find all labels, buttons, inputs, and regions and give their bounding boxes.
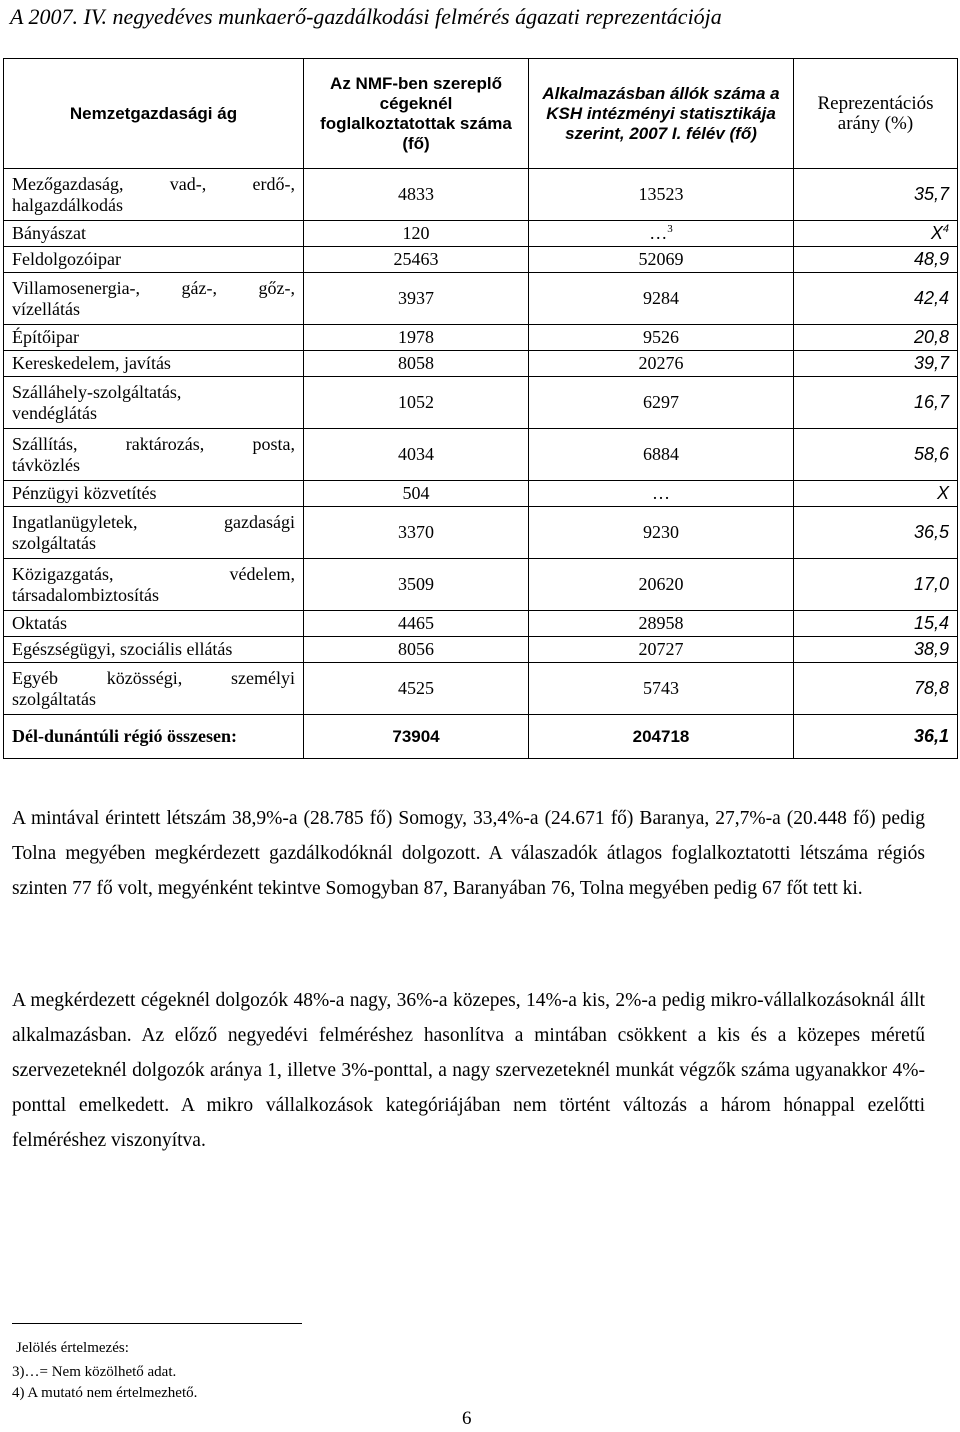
table-row (4, 481, 958, 507)
ksh-employees-text: 5743 (643, 678, 679, 698)
sector-name-line1: Oktatás (12, 613, 67, 633)
table-row (4, 273, 958, 325)
nmf-employees-value: 8056 (304, 637, 529, 663)
header-nmf-employees: Az NMF-ben szereplő cégeknél foglalkoztatottak száma (fő) (304, 59, 529, 169)
header-ksh-employees: Alkalmazásban állók száma a KSH intézményi statisztikája szerint, 2007 I. félév (fő) (529, 59, 794, 169)
page-title: A 2007. IV. negyedéves munkaerő-gazdálkodási felmérés ágazati reprezentációja (10, 4, 722, 29)
paragraph-company-size: A megkérdezett cégeknél dolgozók 48%-a nagy, 36%-a közepes, 14%-a kis, 2%-a pedig mikro-vállalkozásoknál állt alkalmazásban. Az előző negyedévi felméréshez hasonlítva a mintában csökkent a kis és a közepes méretű szervezeteknél dolgozók aránya 1, illetve 3%-ponttal, a nagy szervezeteknél munkát végzők száma ugyanakkor 4%-ponttal emelkedett. A mikro vállalkozások kategóriájában nem történt változás a három hónappal ezelőtti felméréshez viszonyítva. (12, 990, 925, 1151)
sector-name (4, 325, 304, 351)
sector-name-line1: Mezőgazdaság, vad-, erdő-, (12, 173, 295, 194)
table-row (4, 663, 958, 715)
sector-name-line2: halgazdálkodás (12, 194, 123, 215)
nmf-employees-value: 3937 (304, 273, 529, 325)
total-ksh-value: 204718 (529, 715, 794, 759)
ratio-text: 35,7 (913, 184, 949, 204)
ksh-employees-value (529, 325, 794, 351)
ksh-employees-value (529, 663, 794, 715)
sector-name (4, 273, 304, 325)
ratio-text: 58,6 (913, 444, 949, 464)
total-nmf-value: 73904 (304, 715, 529, 759)
nmf-employees-value: 1978 (304, 325, 529, 351)
footnote-ref-4: 4 (942, 223, 949, 235)
nmf-employees-value: 8058 (304, 351, 529, 377)
ratio-text: 20,8 (913, 327, 949, 347)
sector-name (4, 559, 304, 611)
representation-ratio-value (794, 559, 958, 611)
sector-name (4, 637, 304, 663)
representation-ratio-value (794, 637, 958, 663)
ksh-employees-text: 6884 (643, 444, 679, 464)
nmf-employees-value: 4034 (304, 429, 529, 481)
ratio-text: X (930, 223, 943, 243)
sector-name (4, 663, 304, 715)
ratio-text: 38,9 (913, 639, 949, 659)
table-row (4, 325, 958, 351)
sector-name-line1: Kereskedelem, javítás (12, 353, 171, 373)
nmf-employees-value: 3509 (304, 559, 529, 611)
nmf-employees-value: 25463 (304, 247, 529, 273)
nmf-employees-value: 4833 (304, 169, 529, 221)
sector-name-line1: Szállítás, raktározás, posta, (12, 433, 295, 454)
representation-ratio-value (794, 325, 958, 351)
sector-name (4, 247, 304, 273)
ksh-employees-value (529, 429, 794, 481)
paragraph-sample-distribution: A mintával érintett létszám 38,9%-a (28.785 fő) Somogy, 33,4%-a (24.671 fő) Baranya, 27,7%-a (20.448 fő) pedig Tolna megyében megkérdezett gazdálkodóknál dolgozott. A válaszadók átlagos foglalkoztatotti létszáma régiós szinten 77 fő volt, megyénként tekintve Somogyban 87, Baranyában 76, Tolna megyében pedig 67 főt tett ki. (12, 808, 925, 899)
ratio-text: 17,0 (913, 574, 949, 594)
nmf-employees-value: 4525 (304, 663, 529, 715)
sector-name-line1: Villamosenergia-, gáz-, gőz-, (12, 277, 295, 298)
ksh-employees-value (529, 247, 794, 273)
ratio-text: 16,7 (913, 392, 949, 412)
sector-name-line1: Építőipar (12, 327, 79, 347)
sector-name-line1: Közigazgatás, védelem, (12, 563, 295, 584)
sector-name-line1: Bányászat (12, 223, 86, 243)
ratio-text: 78,8 (913, 678, 949, 698)
sector-name-line2: szolgáltatás (12, 688, 96, 709)
sector-name-line2: társadalombiztosítás (12, 584, 159, 605)
table-row (4, 611, 958, 637)
ksh-employees-value (529, 221, 794, 247)
nmf-employees-value: 3370 (304, 507, 529, 559)
footnote-3: 3)…= Nem közölhető adat. (12, 1364, 177, 1380)
sector-name (4, 429, 304, 481)
sector-name-line1: Ingatlanügyletek, gazdasági (12, 511, 295, 532)
total-ratio-value: 36,1 (794, 715, 958, 759)
ksh-employees-text: … (649, 223, 668, 243)
representation-ratio-value (794, 507, 958, 559)
ksh-employees-text: 20276 (638, 353, 684, 373)
table-row (4, 351, 958, 377)
sector-name-line2: távközlés (12, 454, 80, 475)
header-representation-ratio: Reprezentációs arány (%) (794, 59, 958, 169)
nmf-employees-value: 504 (304, 481, 529, 507)
header-sector: Nemzetgazdasági ág (4, 59, 304, 169)
ksh-employees-value (529, 273, 794, 325)
total-label: Dél-dunántúli régió összesen: (4, 715, 304, 759)
sector-name (4, 611, 304, 637)
ratio-text: 36,5 (913, 522, 949, 542)
ratio-text: 15,4 (913, 613, 949, 633)
footnote-4: 4) A mutató nem értelmezhető. (12, 1385, 198, 1401)
footnote-ref-3: 3 (667, 223, 673, 235)
ksh-employees-value (529, 611, 794, 637)
representation-ratio-value (794, 377, 958, 429)
ksh-employees-text: 13523 (638, 184, 684, 204)
sector-name-line1: Feldolgozóipar (12, 249, 121, 269)
sector-name-line2: vendéglátás (12, 402, 97, 423)
representation-ratio-value (794, 273, 958, 325)
ksh-employees-text: 28958 (638, 613, 684, 633)
ksh-employees-value (529, 377, 794, 429)
representation-table (3, 58, 958, 759)
sector-name (4, 377, 304, 429)
footnote-separator (12, 1323, 302, 1324)
representation-ratio-value (794, 611, 958, 637)
ksh-employees-value (529, 481, 794, 507)
representation-ratio-value (794, 481, 958, 507)
ksh-employees-value (529, 507, 794, 559)
representation-ratio-value (794, 351, 958, 377)
ksh-employees-value (529, 559, 794, 611)
representation-ratio-value (794, 429, 958, 481)
sector-name (4, 507, 304, 559)
nmf-employees-value: 120 (304, 221, 529, 247)
table-row (4, 637, 958, 663)
sector-name-line1: Pénzügyi közvetítés (12, 483, 157, 503)
ksh-employees-value (529, 637, 794, 663)
sector-name (4, 481, 304, 507)
sector-name-line1: Szálláhely-szolgáltatás, (12, 381, 182, 402)
total-row (4, 715, 958, 759)
table-row (4, 559, 958, 611)
table-row (4, 169, 958, 221)
ksh-employees-text: … (652, 483, 670, 503)
table-row (4, 507, 958, 559)
table-row (4, 429, 958, 481)
ratio-text: 42,4 (913, 288, 949, 308)
sector-name (4, 169, 304, 221)
nmf-employees-value: 4465 (304, 611, 529, 637)
ratio-text: 48,9 (913, 249, 949, 269)
ratio-text: 39,7 (913, 353, 949, 373)
table-row (4, 377, 958, 429)
sector-name-line1: Egészségügyi, szociális ellátás (12, 639, 233, 659)
ksh-employees-text: 6297 (643, 392, 679, 412)
footnote-heading: Jelölés értelmezés: (16, 1340, 129, 1356)
ksh-employees-text: 20620 (638, 574, 684, 594)
ksh-employees-text: 9284 (643, 288, 679, 308)
table-row (4, 221, 958, 247)
representation-ratio-value (794, 221, 958, 247)
page-number: 6 (462, 1408, 472, 1429)
table-row (4, 247, 958, 273)
sector-name (4, 221, 304, 247)
nmf-employees-value: 1052 (304, 377, 529, 429)
sector-name (4, 351, 304, 377)
representation-ratio-value (794, 247, 958, 273)
sector-name-line1: Egyéb közösségi, személyi (12, 667, 295, 688)
ratio-text: X (936, 483, 949, 503)
sector-name-line2: szolgáltatás (12, 532, 96, 553)
ksh-employees-text: 52069 (638, 249, 684, 269)
ksh-employees-text: 9526 (643, 327, 679, 347)
ksh-employees-value (529, 169, 794, 221)
ksh-employees-text: 9230 (643, 522, 679, 542)
representation-ratio-value (794, 169, 958, 221)
ksh-employees-value (529, 351, 794, 377)
sector-name-line2: vízellátás (12, 298, 80, 319)
representation-ratio-value (794, 663, 958, 715)
ksh-employees-text: 20727 (638, 639, 684, 659)
